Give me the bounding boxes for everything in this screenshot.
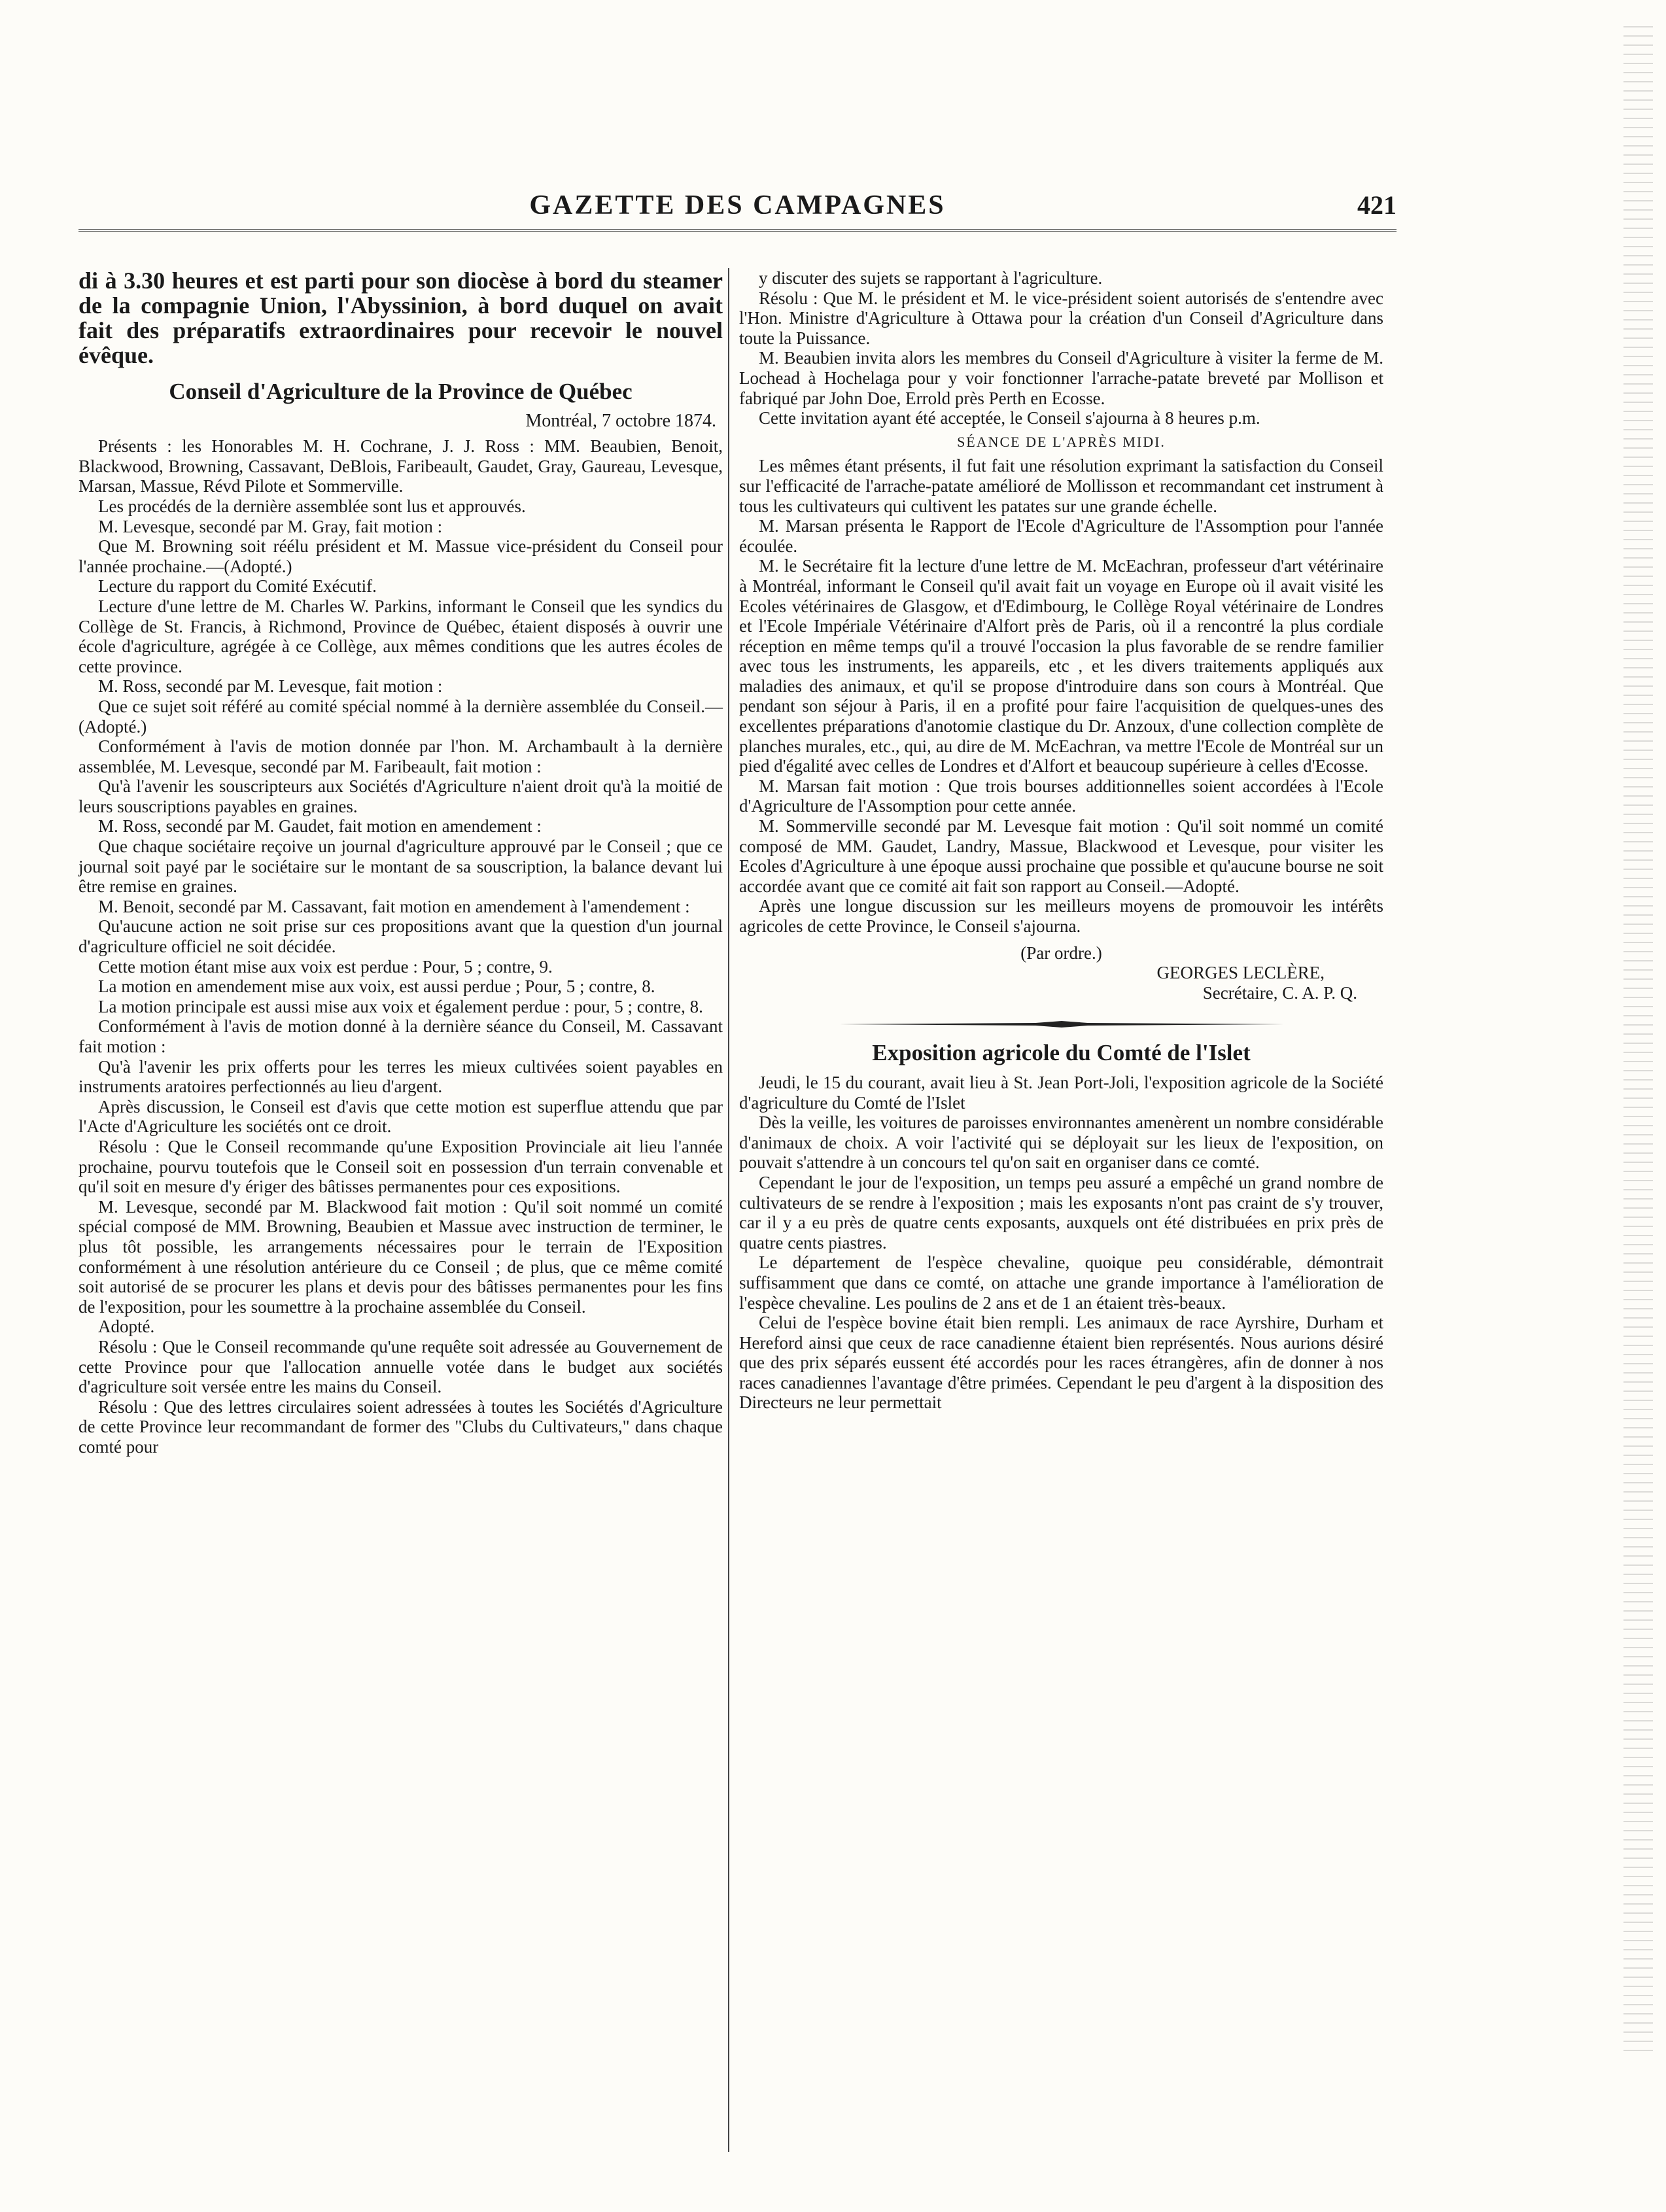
paragraph: Qu'à l'avenir les souscripteurs aux Sociétés d'Agriculture n'aient droit qu'à la moitié de leurs souscriptions payables en graines. — [78, 776, 723, 816]
signature-name: GEORGES LECLÈRE, — [1156, 963, 1325, 983]
right-column — [739, 268, 1383, 1413]
scan-margin-noise — [1623, 26, 1653, 2054]
right-paragraphs-1 — [739, 268, 1383, 428]
session-subhead: SÉANCE DE L'APRÈS MIDI. — [957, 433, 1166, 450]
paragraph: Que ce sujet soit référé au comité spécial nommé à la dernière assemblée du Conseil.—(Adopté.) — [78, 696, 723, 736]
paragraph: y discuter des sujets se rapportant à l'agriculture. — [759, 268, 1103, 288]
masthead-title: GAZETTE DES CAMPAGNES — [529, 190, 946, 220]
paragraph: Lecture d'une lettre de M. Charles W. Parkins, informant le Conseil que les syndics du Collège de St. Francis, à Richmond, Province de Québec, étaient disposés à ouvrir une école d'agriculture, agrégée à ce Collège, aux mêmes conditions que les autres écoles de cette province. — [78, 596, 723, 676]
signature-order: (Par ordre.) — [1020, 942, 1102, 963]
paragraph: Que chaque sociétaire reçoive un journal d'agriculture approuvé par le Conseil ; que ce journal soit payé par le sociétaire sur le montant de sa souscription, la balance devant lui être remise en graines. — [78, 837, 723, 897]
dateline: Montréal, 7 octobre 1874. — [525, 410, 716, 431]
ornament-rule — [839, 1021, 1284, 1028]
paragraph: M. Sommerville secondé par M. Levesque fait motion : Qu'il soit nommé un comité composé de MM. Gaudet, Landry, Massue, Blackwood et Levesque, pour visiter les Ecoles d'Agriculture à une époque aussi prochaine que possible et qu'aucune bourse ne soit accordée avant que ce comité ait fait son rapport au Conseil.—Adopté. — [739, 816, 1383, 896]
paragraph: M. Beaubien invita alors les membres du Conseil d'Agriculture à visiter la ferme de M. Lochead à Hochelaga pour y voir fonctionner l'arrache-patate breveté par Mollison et fabriqué par John Doe, Errold près Perth en Ecosse. — [739, 348, 1383, 408]
signature-title: Secrétaire, C. A. P. Q. — [1202, 982, 1357, 1003]
paragraph: M. Levesque, secondé par M. Blackwood fait motion : Qu'il soit nommé un comité spécial composé de MM. Browning, Beaubien et Massue avec instruction de terminer, le plus tôt possible, les arrangements nécessaires pour le terrain de l'Exposition conformément à une résolution antérieure du ce Conseil ; de plus, que ce même comité soit autorisé de se procurer les plans et devis pour des bâtisses permanentes pour les fins de l'exposition, pour les soumettre à la prochaine assemblée du Conseil. — [78, 1196, 723, 1317]
paragraph: La motion en amendement mise aux voix, est aussi perdue ; Pour, 5 ; contre, 8. — [98, 976, 655, 997]
paragraph: La motion principale est aussi mise aux voix et également perdue : pour, 5 ; contre, 8. — [98, 996, 703, 1016]
paragraph: Conformément à l'avis de motion donnée par l'hon. M. Archambault à la dernière assemblée, M. Levesque, secondé par M. Faribeault, fait motion : — [78, 736, 723, 776]
page-number: 421 — [1357, 190, 1397, 220]
paragraph: Le département de l'espèce chevaline, quoique peu considérable, démontrait suffisamment que dans ce comté, on attache une grande importance à l'amélioration de l'espèce chevaline. Les poulins de 2 ans et de 1 an étaient très-beaux. — [739, 1253, 1383, 1313]
paragraph: Résolu : Que le Conseil recommande qu'une requête soit adressée au Gouvernement de cette Province pour que l'allocation annuelle votée dans le budget aux sociétés d'agriculture soit versée entre les mains du Conseil. — [78, 1336, 723, 1397]
paragraph: Que M. Browning soit réélu président et M. Massue vice-président du Conseil pour l'année prochaine.—(Adopté.) — [78, 536, 723, 576]
paragraph: Résolu : Que M. le président et M. le vice-président soient autorisés de s'entendre avec l'Hon. Ministre d'Agriculture à Ottawa pour la création d'un Conseil d'Agriculture dans toute la Puissance. — [739, 288, 1383, 348]
paragraph: M. Levesque, secondé par M. Gray, fait motion : — [98, 516, 443, 536]
paragraph: Les procédés de la dernière assemblée sont lus et approuvés. — [98, 496, 526, 516]
paragraph: Les mêmes étant présents, il fut fait une résolution exprimant la satisfaction du Conseil sur l'efficacité de l'arrache-patate amélioré de Mollisson et recommandant cet instrument à tous les cultivateurs qui cultivent les patates sur une grande échelle. — [739, 456, 1383, 516]
paragraph: Cette motion étant mise aux voix est perdue : Pour, 5 ; contre, 9. — [98, 956, 553, 976]
right-paragraphs-3 — [739, 1073, 1383, 1413]
paragraph: Cette invitation ayant été acceptée, le Conseil s'ajourna à 8 heures p.m. — [759, 408, 1260, 428]
section-title-exposition: Exposition agricole du Comté de l'Islet — [872, 1040, 1251, 1066]
paragraph: Jeudi, le 15 du courant, avait lieu à St. Jean Port-Joli, l'exposition agricole de la Société d'agriculture du Comté de l'Islet — [739, 1072, 1383, 1113]
paragraph: M. Marsan présenta le Rapport de l'Ecole d'Agriculture de l'Assomption pour l'année écoulée. — [739, 516, 1383, 556]
paragraph: M. Ross, secondé par M. Gaudet, fait motion en amendement : — [98, 816, 542, 837]
left-column — [78, 268, 723, 1457]
paragraph: Celui de l'espèce bovine était bien rempli. Les animaux de race Ayrshire, Durham et Hereford ainsi que ceux de race canadienne étaient bien représentés. Nous aurions désiré que des prix séparés eussent été accordés pour les races étrangères, afin de donner à nos races canadiennes l'avantage d'être primées. Cependant le peu d'argent à la disposition des Directeurs ne leur permettait — [739, 1313, 1383, 1413]
paragraph: M. Benoit, secondé par M. Cassavant, fait motion en amendement à l'amendement : — [98, 896, 690, 916]
header-rule — [78, 229, 1397, 232]
section-title-conseil: Conseil d'Agriculture de la Province de Québec — [169, 379, 633, 404]
column-divider — [728, 268, 729, 2152]
paragraph: Qu'aucune action ne soit prise sur ces propositions avant que la question d'un journal d'agriculture officiel ne soit décidée. — [78, 916, 723, 957]
paragraph: Conformément à l'avis de motion donné à la dernière séance du Conseil, M. Cassavant fait motion : — [78, 1016, 723, 1056]
paragraph: Qu'à l'avenir les prix offerts pour les terres les mieux cultivées soient payables en instruments aratoires perfectionnés au lieu d'argent. — [78, 1056, 723, 1097]
paragraph: Après une longue discussion sur les meilleurs moyens de promouvoir les intérêts agricoles de cette Province, le Conseil s'ajourna. — [739, 896, 1383, 936]
page-header — [78, 190, 1397, 229]
paragraph: M. Ross, secondé par M. Levesque, fait motion : — [98, 676, 443, 697]
paragraph: Présents : les Honorables M. H. Cochrane, J. J. Ross : MM. Beaubien, Benoit, Blackwood, Browning, Cassavant, DeBlois, Faribeault, Gaudet, Gray, Gaureau, Levesque, Marsan, Massue, Révd Pilote et Sommerville. — [78, 436, 723, 496]
lead-paragraph: di à 3.30 heures et est parti pour son diocèse à bord du steamer de la compagnie Union, l'Abyssinion, à bord duquel on avait fait des préparatifs extraordinaires pour recevoir le nouvel évêque. — [78, 268, 723, 368]
paragraph: Résolu : Que des lettres circulaires soient adressées à toutes les Sociétés d'Agriculture de cette Province leur recommandant de former des "Clubs du Cultivateurs," dans chaque comté pour — [78, 1396, 723, 1457]
paragraph: M. Marsan fait motion : Que trois bourses additionnelles soient accordées à l'Ecole d'Agriculture de l'Assomption pour cette année. — [739, 776, 1383, 816]
paragraph: Cependant le jour de l'exposition, un temps peu assuré a empêché un grand nombre de cultivateurs de se rendre à l'exposition ; mais les exposants n'ont pas craint de s'y trouver, car il y a eu près de quatre cents exposants, auxquels ont été distribuées en prix près de quatre cents piastres. — [739, 1172, 1383, 1253]
paragraph: M. le Secrétaire fit la lecture d'une lettre de M. McEachran, professeur d'art vétérinaire à Montréal, informant le Conseil qu'il avait fait un voyage en Europe où il avait visité les Ecoles vétérinaires de Glasgow, et d'Edimbourg, le Collège Royal vétérinaire de Londres et l'Ecole Impériale Vétérinaire d'Alfort près de Paris, où il a rencontré la plus cordiale réception en même temps qu'il a trouvé l'occasion la plus favorable de se rendre familier avec tous les instruments, les appareils, etc , et les divers traitements appliqués aux maladies des animaux, et qu'il se propose d'introduire dans son cours à Montréal. Que pendant son séjour à Paris, il en a profité pour faire l'acquisition de quelques-unes des excellentes préparations d'anotomie clastique du Dr. Anzoux, d'une collection complète de planches murales, etc., qui, au dire de M. McEachran, va mettre l'Ecole de Montréal sur un pied d'égalité avec celles de Londres et d'Alfort et beaucoup supérieure à celles d'Ecosse. — [739, 556, 1383, 776]
paragraph: Lecture du rapport du Comité Exécutif. — [98, 576, 377, 596]
paragraph: Dès la veille, les voitures de paroisses environnantes amenèrent un nombre considérable d'animaux de choix. A voir l'activité qui se déployait sur les lieux de l'exposition, on pouvait s'attendre à un concours tel qu'on sait en organiser dans ce comté. — [739, 1113, 1383, 1173]
paragraph: Adopté. — [98, 1317, 155, 1337]
right-paragraphs-2 — [739, 456, 1383, 936]
paragraph: Après discussion, le Conseil est d'avis que cette motion est superflue attendu que par l'Acte d'Agriculture les sociétés ont ce droit. — [78, 1096, 723, 1137]
left-paragraphs — [78, 436, 723, 1457]
paragraph: Résolu : Que le Conseil recommande qu'une Exposition Provinciale ait lieu l'année prochaine, pourvu toutefois que le Conseil soit en possession d'un terrain convenable et qu'il soit en mesure d'y ériger des bâtisses permanentes pour ces expositions. — [78, 1136, 723, 1197]
